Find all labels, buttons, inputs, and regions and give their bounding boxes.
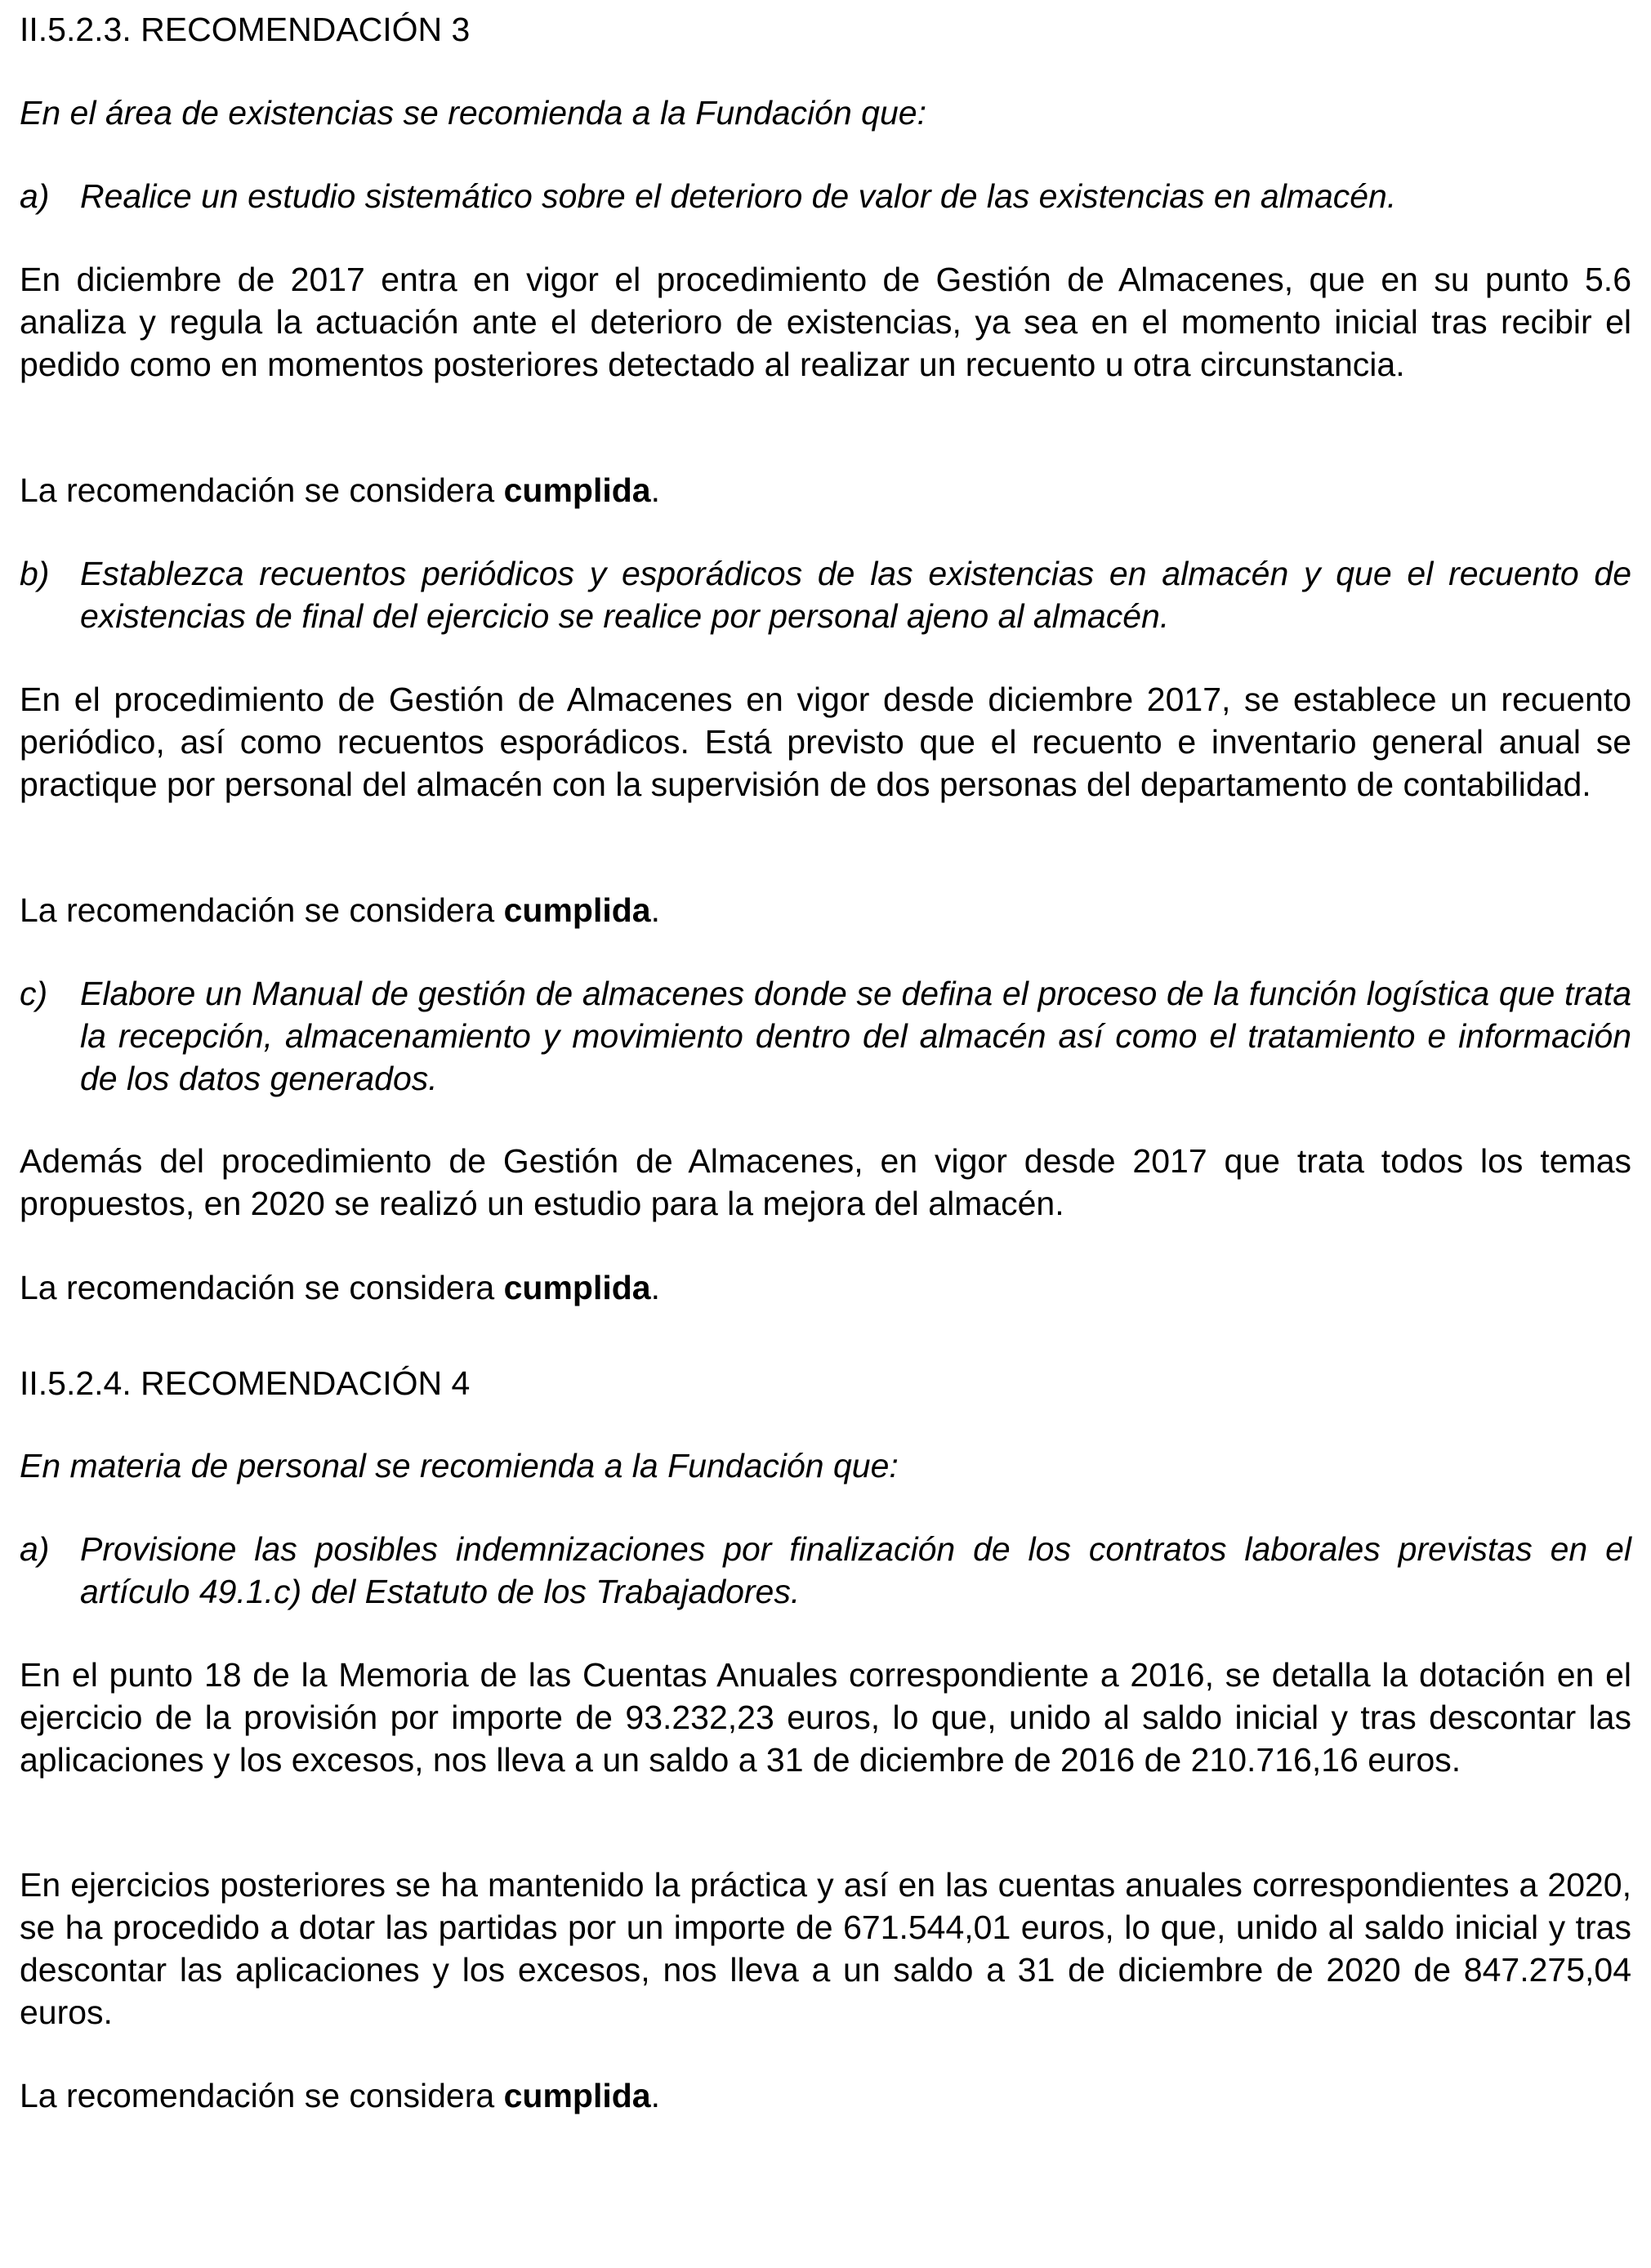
status-prefix: La recomendación se considera	[20, 471, 495, 509]
body-paragraph: En el punto 18 de la Memoria de las Cuentas Anuales correspondiente a 2016, se detalla la dotación en el ejercicio de la provisión por importe de 93.232,23 euros, lo que, unido al saldo inicial y tras descontar las aplicaciones y los excesos, nos lleva a un saldo a 31 de diciembre de 2016 de 210.716,16 euros.	[20, 1656, 1631, 1779]
status-suffix: .	[650, 471, 660, 509]
recommendation-item	[20, 175, 1631, 217]
body-paragraph: Además del procedimiento de Gestión de Almacenes, en vigor desde 2017 que trata todos los temas propuestos, en 2020 se realizó un estudio para la mejora del almacén.	[20, 1142, 1631, 1222]
item-marker: c)	[20, 975, 48, 1012]
recommendation-item	[20, 1528, 1631, 1613]
section-heading: II.5.2.4. RECOMENDACIÓN 4	[20, 1364, 471, 1402]
item-text: Establezca recuentos periódicos y esporádicos de las existencias en almacén y que el recuento de existencias de final del ejercicio se realice por personal ajeno al almacén.	[80, 555, 1631, 635]
status-prefix: La recomendación se considera	[20, 2077, 495, 2114]
status-prefix: La recomendación se considera	[20, 1269, 495, 1306]
item-text: Elabore un Manual de gestión de almacenes donde se defina el proceso de la función logística que trata la recepción, almacenamiento y movimiento dentro del almacén así como el tratamiento e información de los datos generados.	[80, 975, 1631, 1097]
status-suffix: .	[650, 891, 660, 929]
section-heading: II.5.2.3. RECOMENDACIÓN 3	[20, 11, 471, 48]
recommendation-item	[20, 972, 1631, 1100]
status-prefix: La recomendación se considera	[20, 891, 495, 929]
status-value: cumplida	[503, 471, 651, 509]
item-text: Realice un estudio sistemático sobre el deterioro de valor de las existencias en almacén.	[80, 177, 1397, 215]
item-marker: a)	[20, 177, 50, 215]
status-suffix: .	[650, 2077, 660, 2114]
item-marker: b)	[20, 555, 50, 592]
status-suffix: .	[650, 1269, 660, 1306]
status-line	[20, 889, 1631, 931]
status-line	[20, 1266, 1631, 1309]
item-marker: a)	[20, 1530, 50, 1568]
status-value: cumplida	[503, 891, 651, 929]
status-value: cumplida	[503, 2077, 651, 2114]
body-paragraph: En diciembre de 2017 entra en vigor el procedimiento de Gestión de Almacenes, que en su punto 5.6 analiza y regula la actuación ante el deterioro de existencias, ya sea en el momento inicial tras recibir el pedido como en momentos posteriores detectado al realizar un recuento u otra circunstancia.	[20, 261, 1631, 383]
status-line	[20, 469, 1631, 511]
section-intro: En materia de personal se recomienda a la Fundación que:	[20, 1447, 899, 1484]
item-text: Provisione las posibles indemnizaciones por finalización de los contratos laborales previstas en el artículo 49.1.c) del Estatuto de los Trabajadores.	[80, 1530, 1631, 1610]
status-value: cumplida	[503, 1269, 651, 1306]
body-paragraph: En ejercicios posteriores se ha mantenido la práctica y así en las cuentas anuales correspondientes a 2020, se ha procedido a dotar las partidas por un importe de 671.544,01 euros, lo que, unido al saldo inicial y tras descontar las aplicaciones y los excesos, nos lleva a un saldo a 31 de diciembre de 2020 de 847.275,04 euros.	[20, 1866, 1631, 2031]
recommendation-item	[20, 552, 1631, 637]
status-line	[20, 2074, 1631, 2117]
body-paragraph: En el procedimiento de Gestión de Almacenes en vigor desde diciembre 2017, se establece un recuento periódico, así como recuentos esporádicos. Está previsto que el recuento e inventario general anual se practique por personal del almacén con la supervisión de dos personas del departamento de contabilidad.	[20, 681, 1631, 803]
section-intro: En el área de existencias se recomienda a la Fundación que:	[20, 94, 926, 132]
